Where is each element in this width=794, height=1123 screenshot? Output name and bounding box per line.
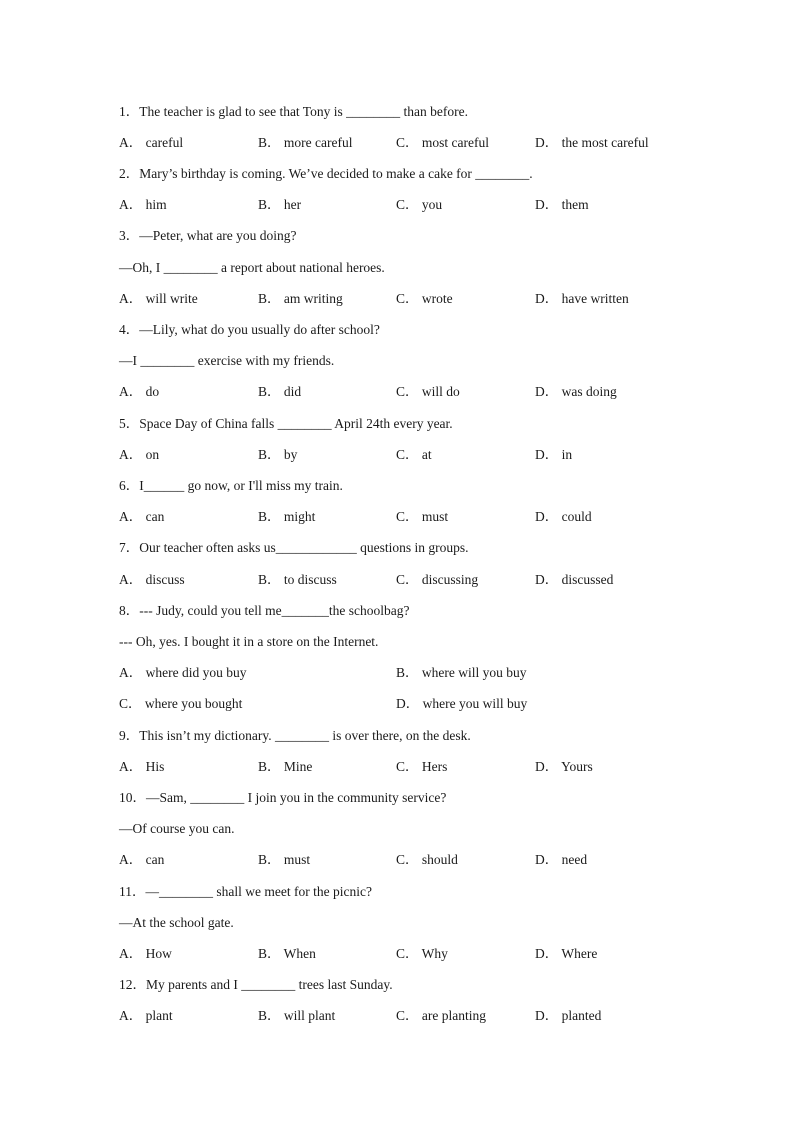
- question-number: 8．: [119, 603, 140, 618]
- question-text: Mary’s birthday is coming. We’ve decided to make a cake for ________.: [139, 166, 533, 181]
- option-a: A． discuss: [119, 572, 185, 587]
- option-b: B． to discuss: [258, 572, 337, 587]
- question-number: 12．: [119, 977, 146, 992]
- question-stem: [119, 726, 734, 746]
- option-c: C． at: [396, 447, 432, 462]
- option-b: B． by: [258, 447, 298, 462]
- option-c: C． are planting: [396, 1008, 486, 1023]
- question-stem: [119, 538, 734, 558]
- option-c: C． where you bought: [119, 696, 243, 711]
- question-stem: [119, 788, 734, 808]
- question-stem: [119, 320, 734, 340]
- options-row: [119, 382, 734, 402]
- question-text: I______ go now, or I'll miss my train.: [139, 478, 343, 493]
- question-dialogue-line: —Oh, I ________ a report about national heroes.: [119, 260, 385, 275]
- question-dialogue-line: --- Oh, yes. I bought it in a store on the Internet.: [119, 634, 379, 649]
- question-number: 11．: [119, 884, 146, 899]
- question-stem: [119, 164, 734, 184]
- option-a: A． where did you buy: [119, 665, 247, 680]
- question-stem: [119, 102, 734, 122]
- question-stem: [119, 882, 734, 902]
- option-a: A． can: [119, 852, 165, 867]
- question-number: 1．: [119, 104, 140, 119]
- option-b: B． did: [258, 384, 302, 399]
- question-text: —________ shall we meet for the picnic?: [145, 884, 372, 899]
- question-number: 9．: [119, 728, 140, 743]
- option-d: D． was doing: [535, 384, 617, 399]
- options-row: [119, 570, 734, 590]
- options-row: [119, 133, 734, 153]
- option-b: B． might: [258, 509, 316, 524]
- question-text: Our teacher often asks us____________ questions in groups.: [139, 540, 469, 555]
- option-d: D． in: [535, 447, 573, 462]
- options-row: [119, 1006, 734, 1026]
- question-stem: [119, 476, 734, 496]
- option-c: C． you: [396, 197, 443, 212]
- option-d: D． Where: [535, 946, 598, 961]
- option-a: A． can: [119, 509, 165, 524]
- option-c: C． most careful: [396, 135, 489, 150]
- question-dialogue-line: —Of course you can.: [119, 821, 235, 836]
- question-text: —Sam, ________ I join you in the community service?: [146, 790, 447, 805]
- option-c: C． Why: [396, 946, 448, 961]
- option-d: D． where you will buy: [396, 696, 528, 711]
- question-stem: [119, 601, 734, 621]
- option-a: A． His: [119, 759, 165, 774]
- option-b: B． where will you buy: [396, 665, 527, 680]
- question-dialogue-line: —I ________ exercise with my friends.: [119, 353, 335, 368]
- options-row: [119, 757, 734, 777]
- question-number: 2．: [119, 166, 140, 181]
- question-number: 5．: [119, 416, 140, 431]
- option-a: A． on: [119, 447, 160, 462]
- option-b: B． When: [258, 946, 316, 961]
- option-b: B． am writing: [258, 291, 343, 306]
- option-d: D． the most careful: [535, 135, 649, 150]
- option-c: C． Hers: [396, 759, 448, 774]
- option-c: C． should: [396, 852, 458, 867]
- option-b: B． Mine: [258, 759, 313, 774]
- option-c: C． discussing: [396, 572, 479, 587]
- options-row: [119, 195, 734, 215]
- option-a: A． him: [119, 197, 167, 212]
- option-b: B． more careful: [258, 135, 353, 150]
- option-d: D． have written: [535, 291, 629, 306]
- question-stem: [119, 414, 734, 434]
- options-row: [119, 663, 734, 683]
- question-text: The teacher is glad to see that Tony is ________ than before.: [139, 104, 468, 119]
- option-a: A． plant: [119, 1008, 173, 1023]
- option-a: A． careful: [119, 135, 184, 150]
- option-d: D． discussed: [535, 572, 614, 587]
- option-b: B． will plant: [258, 1008, 336, 1023]
- option-b: B． must: [258, 852, 311, 867]
- options-row: [119, 944, 734, 964]
- options-row: [119, 850, 734, 870]
- question-text: This isn’t my dictionary. ________ is over there, on the desk.: [139, 728, 471, 743]
- option-c: C． will do: [396, 384, 460, 399]
- question-number: 4．: [119, 322, 140, 337]
- question-text: My parents and I ________ trees last Sunday.: [146, 977, 393, 992]
- question-stem: [119, 226, 734, 246]
- option-a: A． will write: [119, 291, 198, 306]
- option-a: A． How: [119, 946, 172, 961]
- option-d: D． need: [535, 852, 588, 867]
- option-c: C． wrote: [396, 291, 453, 306]
- question-text: --- Judy, could you tell me_______the schoolbag?: [139, 603, 410, 618]
- question-number: 6．: [119, 478, 140, 493]
- question-number: 3．: [119, 228, 140, 243]
- question-stem: [119, 975, 734, 995]
- option-a: A． do: [119, 384, 160, 399]
- question-number: 10．: [119, 790, 146, 805]
- option-b: B． her: [258, 197, 302, 212]
- options-row: [119, 694, 734, 714]
- option-d: D． Yours: [535, 759, 593, 774]
- options-row: [119, 507, 734, 527]
- question-text: Space Day of China falls ________ April 24th every year.: [139, 416, 453, 431]
- options-row: [119, 445, 734, 465]
- question-text: —Peter, what are you doing?: [139, 228, 297, 243]
- options-row: [119, 289, 734, 309]
- question-text: —Lily, what do you usually do after school?: [139, 322, 380, 337]
- question-number: 7．: [119, 540, 140, 555]
- option-d: D． them: [535, 197, 589, 212]
- question-dialogue-line: —At the school gate.: [119, 915, 234, 930]
- option-c: C． must: [396, 509, 449, 524]
- option-d: D． could: [535, 509, 592, 524]
- option-d: D． planted: [535, 1008, 602, 1023]
